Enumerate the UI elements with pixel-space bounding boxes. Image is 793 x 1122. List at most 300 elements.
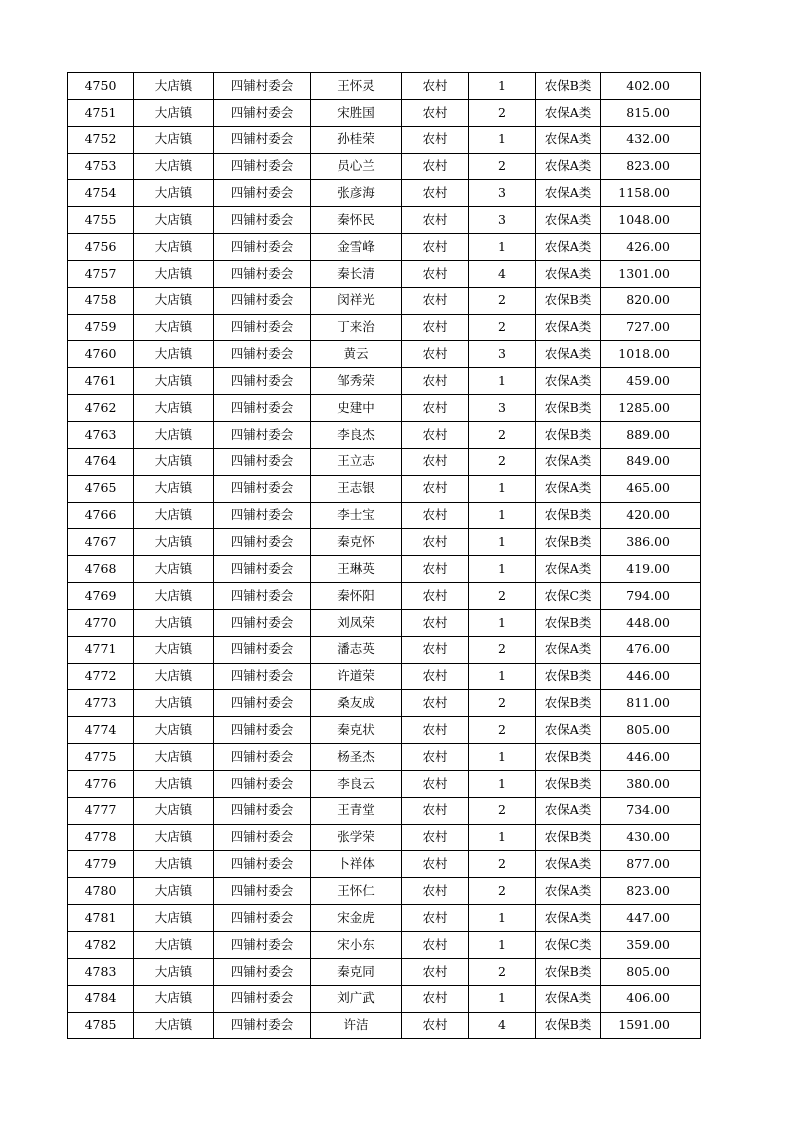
household-count-cell: 1	[469, 126, 536, 153]
area-type-cell: 农村	[402, 851, 469, 878]
amount-cell: 1591.00	[601, 1012, 701, 1039]
village-committee-cell: 四铺村委会	[214, 448, 311, 475]
town-name-cell: 大店镇	[134, 99, 214, 126]
town-name-cell: 大店镇	[134, 529, 214, 556]
household-count-cell: 1	[469, 556, 536, 583]
row-number-cell: 4781	[68, 905, 134, 932]
amount-cell: 426.00	[601, 234, 701, 261]
insurance-category-cell: 农保A类	[536, 985, 601, 1012]
row-number-cell: 4772	[68, 663, 134, 690]
person-name-cell: 秦克同	[311, 958, 402, 985]
person-name-cell: 闵祥光	[311, 287, 402, 314]
person-name-cell: 宋小东	[311, 932, 402, 959]
amount-cell: 849.00	[601, 448, 701, 475]
area-type-cell: 农村	[402, 475, 469, 502]
village-committee-cell: 四铺村委会	[214, 905, 311, 932]
area-type-cell: 农村	[402, 824, 469, 851]
area-type-cell: 农村	[402, 556, 469, 583]
household-count-cell: 2	[469, 314, 536, 341]
village-committee-cell: 四铺村委会	[214, 395, 311, 422]
town-name-cell: 大店镇	[134, 314, 214, 341]
town-name-cell: 大店镇	[134, 797, 214, 824]
town-name-cell: 大店镇	[134, 556, 214, 583]
town-name-cell: 大店镇	[134, 126, 214, 153]
town-name-cell: 大店镇	[134, 341, 214, 368]
amount-cell: 805.00	[601, 958, 701, 985]
table-row	[68, 851, 701, 878]
town-name-cell: 大店镇	[134, 448, 214, 475]
amount-cell: 386.00	[601, 529, 701, 556]
person-name-cell: 丁来治	[311, 314, 402, 341]
town-name-cell: 大店镇	[134, 905, 214, 932]
table-row	[68, 287, 701, 314]
insurance-category-cell: 农保A类	[536, 475, 601, 502]
amount-cell: 823.00	[601, 153, 701, 180]
town-name-cell: 大店镇	[134, 502, 214, 529]
household-count-cell: 1	[469, 744, 536, 771]
row-number-cell: 4756	[68, 234, 134, 261]
table-row	[68, 475, 701, 502]
table-row	[68, 1012, 701, 1039]
insurance-category-cell: 农保B类	[536, 502, 601, 529]
table-row	[68, 421, 701, 448]
insurance-category-cell: 农保B类	[536, 529, 601, 556]
person-name-cell: 秦怀民	[311, 207, 402, 234]
village-committee-cell: 四铺村委会	[214, 73, 311, 100]
person-name-cell: 秦怀阳	[311, 583, 402, 610]
row-number-cell: 4784	[68, 985, 134, 1012]
area-type-cell: 农村	[402, 717, 469, 744]
amount-cell: 1301.00	[601, 260, 701, 287]
area-type-cell: 农村	[402, 958, 469, 985]
person-name-cell: 刘广武	[311, 985, 402, 1012]
village-committee-cell: 四铺村委会	[214, 529, 311, 556]
village-committee-cell: 四铺村委会	[214, 475, 311, 502]
insurance-category-cell: 农保A类	[536, 314, 601, 341]
amount-cell: 402.00	[601, 73, 701, 100]
household-count-cell: 1	[469, 234, 536, 261]
table-row	[68, 878, 701, 905]
amount-cell: 1285.00	[601, 395, 701, 422]
village-committee-cell: 四铺村委会	[214, 260, 311, 287]
insurance-category-cell: 农保B类	[536, 958, 601, 985]
village-committee-cell: 四铺村委会	[214, 287, 311, 314]
town-name-cell: 大店镇	[134, 583, 214, 610]
area-type-cell: 农村	[402, 905, 469, 932]
village-committee-cell: 四铺村委会	[214, 985, 311, 1012]
row-number-cell: 4762	[68, 395, 134, 422]
table-row	[68, 73, 701, 100]
roster-body	[68, 73, 701, 1039]
row-number-cell: 4750	[68, 73, 134, 100]
person-name-cell: 宋胜国	[311, 99, 402, 126]
row-number-cell: 4776	[68, 770, 134, 797]
row-number-cell: 4757	[68, 260, 134, 287]
person-name-cell: 许洁	[311, 1012, 402, 1039]
household-count-cell: 1	[469, 502, 536, 529]
area-type-cell: 农村	[402, 797, 469, 824]
person-name-cell: 史建中	[311, 395, 402, 422]
table-row	[68, 932, 701, 959]
town-name-cell: 大店镇	[134, 260, 214, 287]
insurance-category-cell: 农保A类	[536, 905, 601, 932]
insurance-category-cell: 农保A类	[536, 797, 601, 824]
table-row	[68, 153, 701, 180]
row-number-cell: 4764	[68, 448, 134, 475]
amount-cell: 420.00	[601, 502, 701, 529]
row-number-cell: 4770	[68, 609, 134, 636]
insurance-category-cell: 农保B类	[536, 395, 601, 422]
row-number-cell: 4761	[68, 368, 134, 395]
amount-cell: 1158.00	[601, 180, 701, 207]
amount-cell: 820.00	[601, 287, 701, 314]
town-name-cell: 大店镇	[134, 744, 214, 771]
row-number-cell: 4769	[68, 583, 134, 610]
amount-cell: 1018.00	[601, 341, 701, 368]
row-number-cell: 4760	[68, 341, 134, 368]
area-type-cell: 农村	[402, 126, 469, 153]
insurance-category-cell: 农保B类	[536, 690, 601, 717]
amount-cell: 430.00	[601, 824, 701, 851]
person-name-cell: 王志银	[311, 475, 402, 502]
table-row	[68, 126, 701, 153]
amount-cell: 815.00	[601, 99, 701, 126]
amount-cell: 406.00	[601, 985, 701, 1012]
amount-cell: 447.00	[601, 905, 701, 932]
village-committee-cell: 四铺村委会	[214, 958, 311, 985]
village-committee-cell: 四铺村委会	[214, 126, 311, 153]
household-count-cell: 1	[469, 368, 536, 395]
village-committee-cell: 四铺村委会	[214, 717, 311, 744]
amount-cell: 889.00	[601, 421, 701, 448]
table-row	[68, 609, 701, 636]
village-committee-cell: 四铺村委会	[214, 1012, 311, 1039]
person-name-cell: 杨圣杰	[311, 744, 402, 771]
row-number-cell: 4766	[68, 502, 134, 529]
row-number-cell: 4763	[68, 421, 134, 448]
household-count-cell: 2	[469, 448, 536, 475]
village-committee-cell: 四铺村委会	[214, 368, 311, 395]
insurance-category-cell: 农保A类	[536, 636, 601, 663]
area-type-cell: 农村	[402, 932, 469, 959]
household-count-cell: 1	[469, 663, 536, 690]
area-type-cell: 农村	[402, 287, 469, 314]
amount-cell: 459.00	[601, 368, 701, 395]
area-type-cell: 农村	[402, 663, 469, 690]
person-name-cell: 桑友成	[311, 690, 402, 717]
household-count-cell: 1	[469, 824, 536, 851]
person-name-cell: 王怀灵	[311, 73, 402, 100]
row-number-cell: 4783	[68, 958, 134, 985]
amount-cell: 1048.00	[601, 207, 701, 234]
table-row	[68, 556, 701, 583]
town-name-cell: 大店镇	[134, 958, 214, 985]
row-number-cell: 4771	[68, 636, 134, 663]
village-committee-cell: 四铺村委会	[214, 153, 311, 180]
household-count-cell: 1	[469, 609, 536, 636]
table-row	[68, 529, 701, 556]
village-committee-cell: 四铺村委会	[214, 180, 311, 207]
table-row	[68, 770, 701, 797]
amount-cell: 446.00	[601, 663, 701, 690]
row-number-cell: 4785	[68, 1012, 134, 1039]
person-name-cell: 卜祥体	[311, 851, 402, 878]
row-number-cell: 4765	[68, 475, 134, 502]
person-name-cell: 张彦海	[311, 180, 402, 207]
area-type-cell: 农村	[402, 690, 469, 717]
amount-cell: 811.00	[601, 690, 701, 717]
household-count-cell: 3	[469, 395, 536, 422]
village-committee-cell: 四铺村委会	[214, 234, 311, 261]
household-count-cell: 1	[469, 73, 536, 100]
insurance-category-cell: 农保A类	[536, 556, 601, 583]
town-name-cell: 大店镇	[134, 690, 214, 717]
table-row	[68, 341, 701, 368]
town-name-cell: 大店镇	[134, 878, 214, 905]
insurance-category-cell: 农保A类	[536, 234, 601, 261]
area-type-cell: 农村	[402, 770, 469, 797]
insurance-category-cell: 农保A类	[536, 851, 601, 878]
village-committee-cell: 四铺村委会	[214, 314, 311, 341]
household-count-cell: 2	[469, 851, 536, 878]
table-row	[68, 663, 701, 690]
insurance-category-cell: 农保A类	[536, 153, 601, 180]
household-count-cell: 1	[469, 770, 536, 797]
village-committee-cell: 四铺村委会	[214, 663, 311, 690]
person-name-cell: 潘志英	[311, 636, 402, 663]
village-committee-cell: 四铺村委会	[214, 99, 311, 126]
area-type-cell: 农村	[402, 395, 469, 422]
insurance-category-cell: 农保A类	[536, 180, 601, 207]
household-count-cell: 2	[469, 636, 536, 663]
amount-cell: 823.00	[601, 878, 701, 905]
household-count-cell: 2	[469, 287, 536, 314]
area-type-cell: 农村	[402, 878, 469, 905]
row-number-cell: 4753	[68, 153, 134, 180]
insurance-category-cell: 农保B类	[536, 663, 601, 690]
household-count-cell: 1	[469, 475, 536, 502]
town-name-cell: 大店镇	[134, 395, 214, 422]
town-name-cell: 大店镇	[134, 180, 214, 207]
table-row	[68, 502, 701, 529]
town-name-cell: 大店镇	[134, 932, 214, 959]
village-committee-cell: 四铺村委会	[214, 583, 311, 610]
row-number-cell: 4768	[68, 556, 134, 583]
insurance-category-cell: 农保C类	[536, 932, 601, 959]
village-committee-cell: 四铺村委会	[214, 207, 311, 234]
area-type-cell: 农村	[402, 609, 469, 636]
insurance-category-cell: 农保A类	[536, 260, 601, 287]
table-row	[68, 905, 701, 932]
row-number-cell: 4774	[68, 717, 134, 744]
town-name-cell: 大店镇	[134, 368, 214, 395]
table-row	[68, 234, 701, 261]
village-committee-cell: 四铺村委会	[214, 932, 311, 959]
table-row	[68, 824, 701, 851]
area-type-cell: 农村	[402, 448, 469, 475]
area-type-cell: 农村	[402, 368, 469, 395]
person-name-cell: 员心兰	[311, 153, 402, 180]
amount-cell: 805.00	[601, 717, 701, 744]
household-count-cell: 2	[469, 583, 536, 610]
town-name-cell: 大店镇	[134, 851, 214, 878]
table-row	[68, 985, 701, 1012]
insurance-category-cell: 农保A类	[536, 341, 601, 368]
village-committee-cell: 四铺村委会	[214, 421, 311, 448]
village-committee-cell: 四铺村委会	[214, 744, 311, 771]
row-number-cell: 4755	[68, 207, 134, 234]
table-row	[68, 180, 701, 207]
household-count-cell: 2	[469, 690, 536, 717]
household-count-cell: 2	[469, 878, 536, 905]
area-type-cell: 农村	[402, 985, 469, 1012]
row-number-cell: 4778	[68, 824, 134, 851]
town-name-cell: 大店镇	[134, 207, 214, 234]
area-type-cell: 农村	[402, 502, 469, 529]
household-count-cell: 1	[469, 932, 536, 959]
household-count-cell: 2	[469, 421, 536, 448]
area-type-cell: 农村	[402, 1012, 469, 1039]
row-number-cell: 4751	[68, 99, 134, 126]
amount-cell: 794.00	[601, 583, 701, 610]
village-committee-cell: 四铺村委会	[214, 824, 311, 851]
amount-cell: 877.00	[601, 851, 701, 878]
household-count-cell: 3	[469, 207, 536, 234]
town-name-cell: 大店镇	[134, 985, 214, 1012]
table-row	[68, 636, 701, 663]
amount-cell: 727.00	[601, 314, 701, 341]
household-count-cell: 1	[469, 529, 536, 556]
town-name-cell: 大店镇	[134, 234, 214, 261]
area-type-cell: 农村	[402, 744, 469, 771]
insurance-category-cell: 农保A类	[536, 878, 601, 905]
row-number-cell: 4780	[68, 878, 134, 905]
town-name-cell: 大店镇	[134, 609, 214, 636]
insurance-category-cell: 农保B类	[536, 73, 601, 100]
person-name-cell: 秦克状	[311, 717, 402, 744]
roster-table	[67, 72, 701, 1039]
row-number-cell: 4752	[68, 126, 134, 153]
insurance-category-cell: 农保B类	[536, 744, 601, 771]
row-number-cell: 4779	[68, 851, 134, 878]
person-name-cell: 张学荣	[311, 824, 402, 851]
person-name-cell: 黄云	[311, 341, 402, 368]
row-number-cell: 4773	[68, 690, 134, 717]
row-number-cell: 4777	[68, 797, 134, 824]
village-committee-cell: 四铺村委会	[214, 341, 311, 368]
insurance-category-cell: 农保B类	[536, 421, 601, 448]
area-type-cell: 农村	[402, 180, 469, 207]
person-name-cell: 秦克怀	[311, 529, 402, 556]
town-name-cell: 大店镇	[134, 770, 214, 797]
table-row	[68, 690, 701, 717]
table-row	[68, 797, 701, 824]
table-row	[68, 99, 701, 126]
person-name-cell: 李士宝	[311, 502, 402, 529]
town-name-cell: 大店镇	[134, 636, 214, 663]
household-count-cell: 2	[469, 717, 536, 744]
village-committee-cell: 四铺村委会	[214, 609, 311, 636]
area-type-cell: 农村	[402, 341, 469, 368]
insurance-category-cell: 农保A类	[536, 99, 601, 126]
amount-cell: 359.00	[601, 932, 701, 959]
insurance-category-cell: 农保A类	[536, 126, 601, 153]
person-name-cell: 邹秀荣	[311, 368, 402, 395]
insurance-category-cell: 农保A类	[536, 448, 601, 475]
village-committee-cell: 四铺村委会	[214, 556, 311, 583]
table-row	[68, 717, 701, 744]
town-name-cell: 大店镇	[134, 153, 214, 180]
village-committee-cell: 四铺村委会	[214, 851, 311, 878]
amount-cell: 734.00	[601, 797, 701, 824]
area-type-cell: 农村	[402, 636, 469, 663]
town-name-cell: 大店镇	[134, 287, 214, 314]
row-number-cell: 4758	[68, 287, 134, 314]
household-count-cell: 3	[469, 180, 536, 207]
table-row	[68, 583, 701, 610]
person-name-cell: 宋金虎	[311, 905, 402, 932]
person-name-cell: 王青堂	[311, 797, 402, 824]
town-name-cell: 大店镇	[134, 717, 214, 744]
town-name-cell: 大店镇	[134, 1012, 214, 1039]
table-row	[68, 207, 701, 234]
area-type-cell: 农村	[402, 153, 469, 180]
insurance-category-cell: 农保B类	[536, 824, 601, 851]
area-type-cell: 农村	[402, 260, 469, 287]
table-row	[68, 448, 701, 475]
person-name-cell: 王怀仁	[311, 878, 402, 905]
row-number-cell: 4775	[68, 744, 134, 771]
row-number-cell: 4754	[68, 180, 134, 207]
household-count-cell: 1	[469, 905, 536, 932]
amount-cell: 465.00	[601, 475, 701, 502]
household-count-cell: 2	[469, 99, 536, 126]
person-name-cell: 孙桂荣	[311, 126, 402, 153]
person-name-cell: 刘凤荣	[311, 609, 402, 636]
insurance-category-cell: 农保C类	[536, 583, 601, 610]
town-name-cell: 大店镇	[134, 475, 214, 502]
person-name-cell: 王琳英	[311, 556, 402, 583]
village-committee-cell: 四铺村委会	[214, 690, 311, 717]
household-count-cell: 4	[469, 260, 536, 287]
household-count-cell: 2	[469, 797, 536, 824]
village-committee-cell: 四铺村委会	[214, 878, 311, 905]
insurance-category-cell: 农保B类	[536, 287, 601, 314]
area-type-cell: 农村	[402, 234, 469, 261]
town-name-cell: 大店镇	[134, 663, 214, 690]
town-name-cell: 大店镇	[134, 73, 214, 100]
table-row	[68, 368, 701, 395]
insurance-category-cell: 农保A类	[536, 717, 601, 744]
amount-cell: 380.00	[601, 770, 701, 797]
insurance-category-cell: 农保B类	[536, 609, 601, 636]
village-committee-cell: 四铺村委会	[214, 636, 311, 663]
amount-cell: 432.00	[601, 126, 701, 153]
household-count-cell: 2	[469, 958, 536, 985]
person-name-cell: 李良云	[311, 770, 402, 797]
row-number-cell: 4782	[68, 932, 134, 959]
insurance-category-cell: 农保A类	[536, 207, 601, 234]
table-row	[68, 744, 701, 771]
town-name-cell: 大店镇	[134, 421, 214, 448]
area-type-cell: 农村	[402, 583, 469, 610]
amount-cell: 419.00	[601, 556, 701, 583]
person-name-cell: 李良杰	[311, 421, 402, 448]
area-type-cell: 农村	[402, 73, 469, 100]
village-committee-cell: 四铺村委会	[214, 770, 311, 797]
row-number-cell: 4759	[68, 314, 134, 341]
household-count-cell: 4	[469, 1012, 536, 1039]
